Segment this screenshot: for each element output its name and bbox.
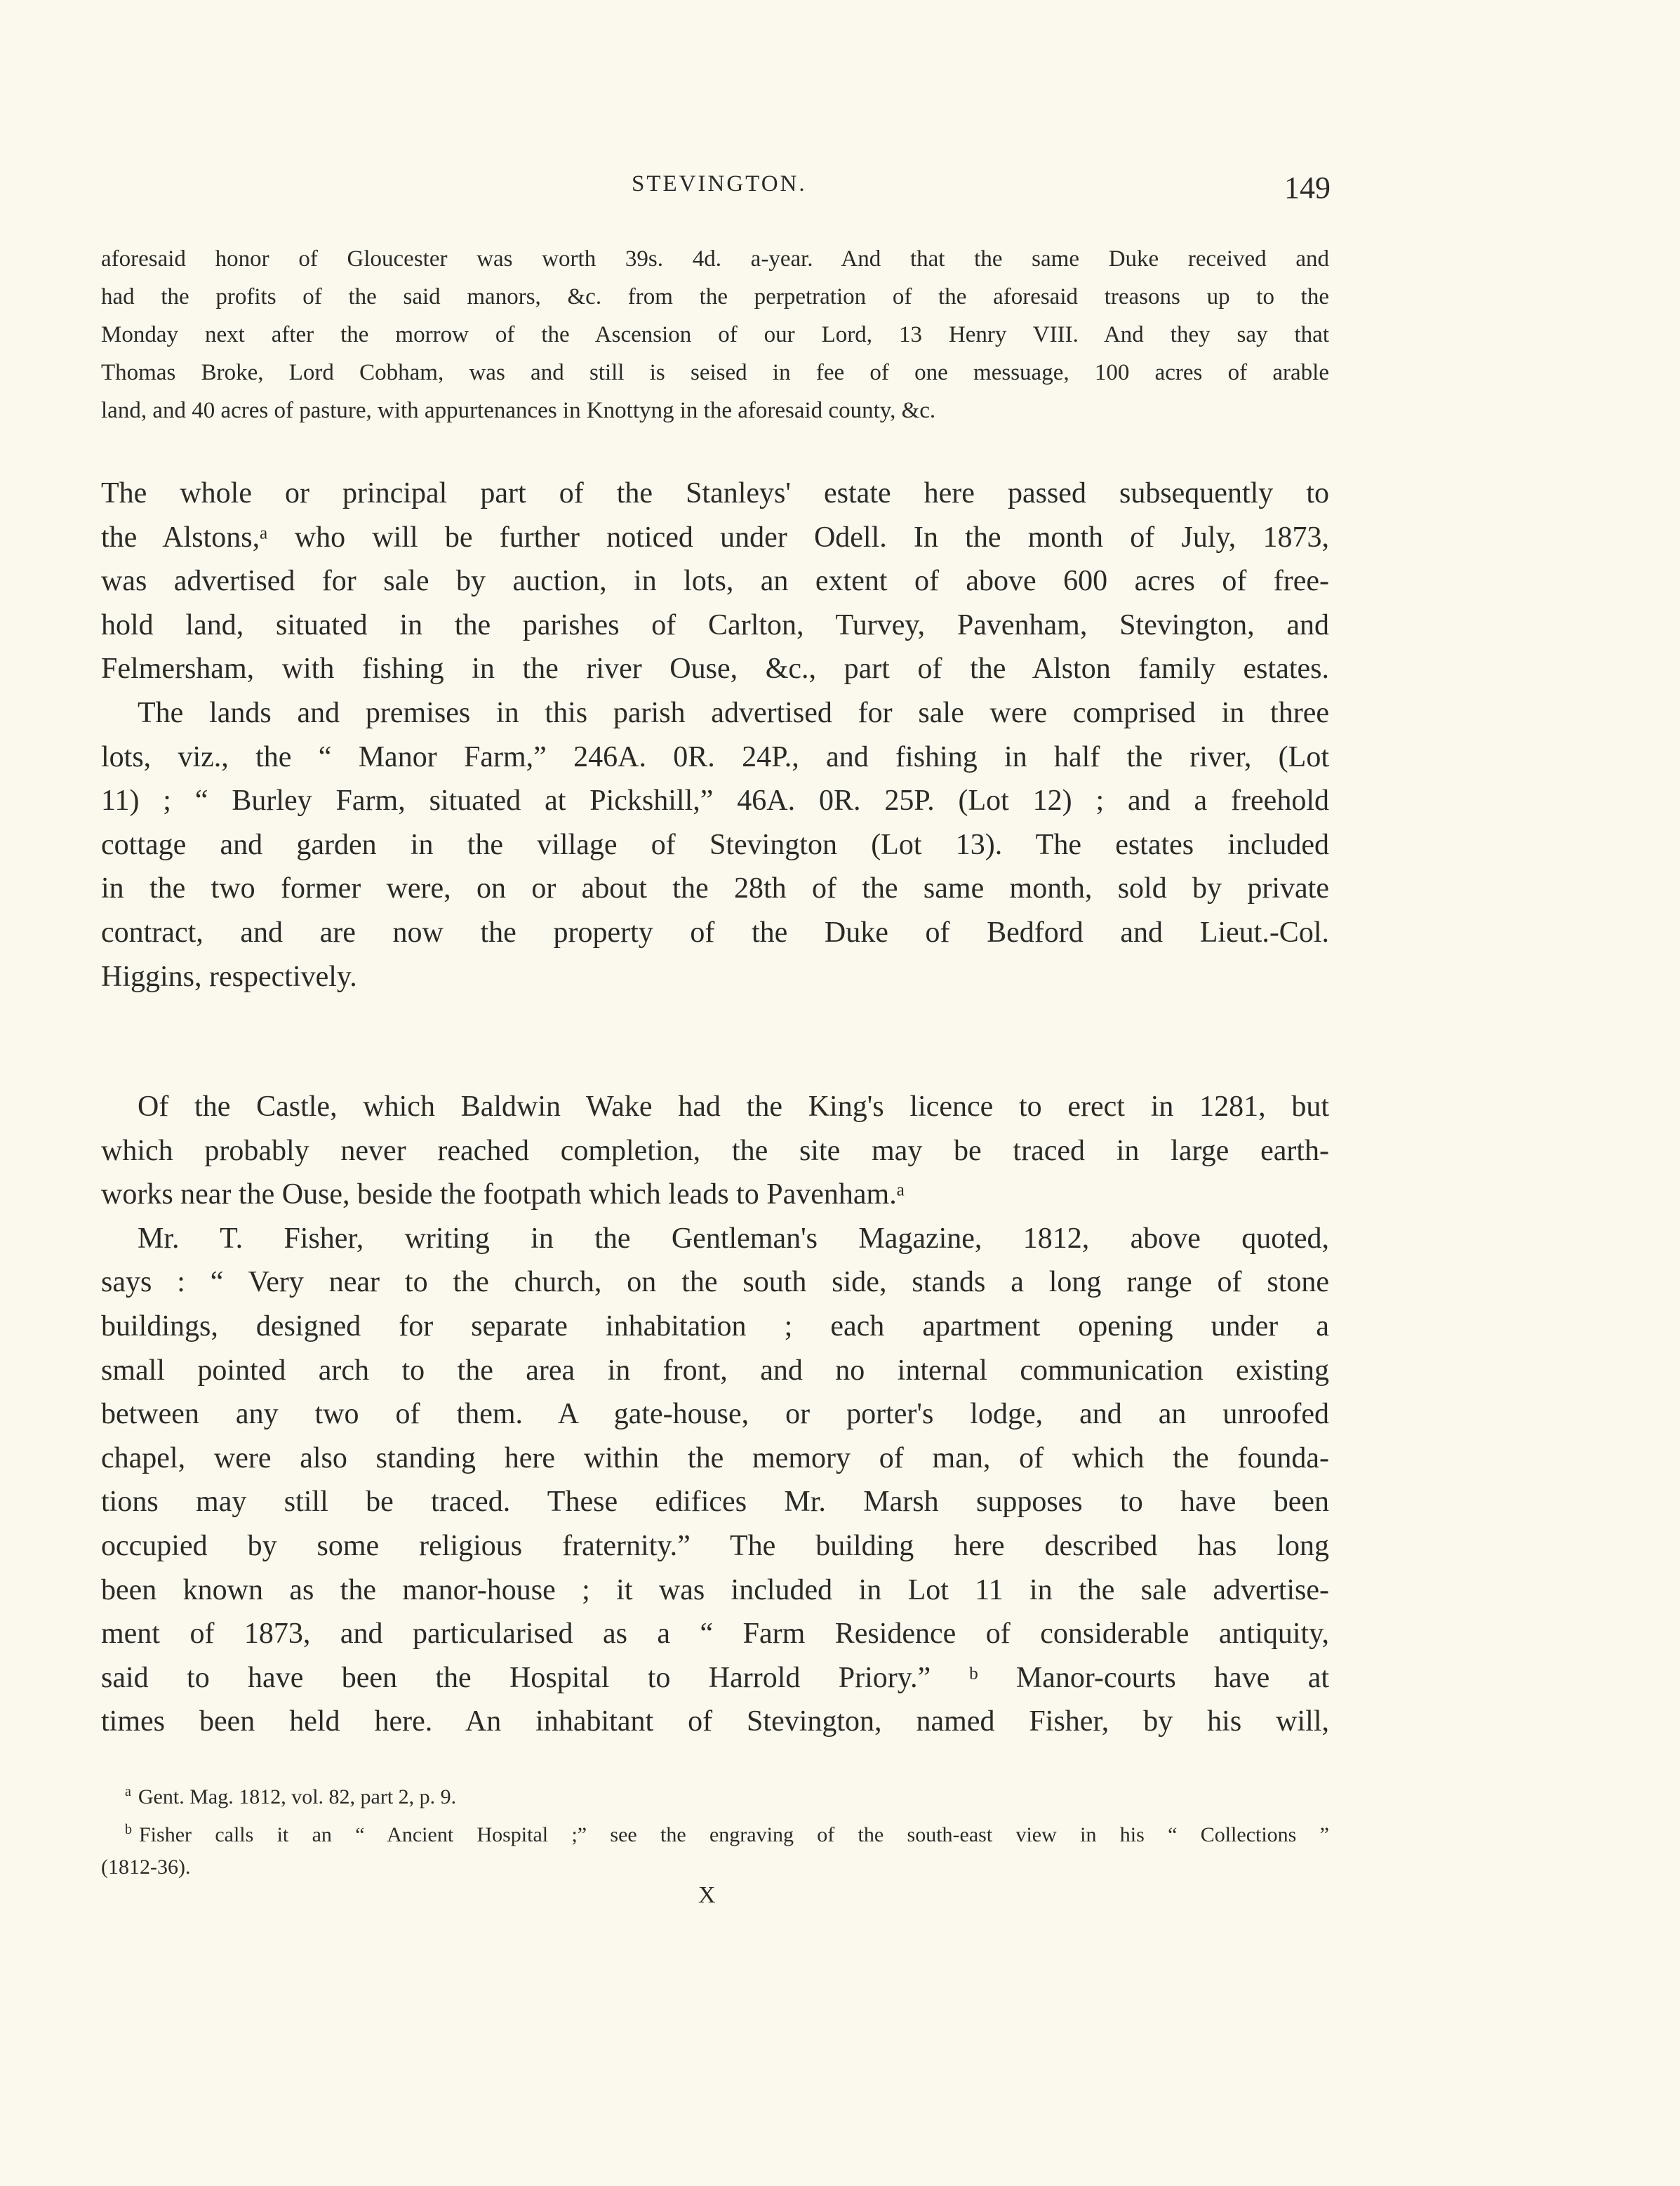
body-line: which probably never reached completion, the site may be traced in large earth- <box>101 1134 1329 1167</box>
body-line: Of the Castle, which Baldwin Wake had the King's licence to erect in 1281, but <box>138 1091 1329 1123</box>
signature-mark: X <box>698 1882 716 1908</box>
footnote-marker: a <box>125 1784 131 1799</box>
body-line: hold land, situated in the parishes of Carlton, Turvey, Pavenham, Stevington, and <box>101 608 1329 641</box>
body-line: times been held here. An inhabitant of Stevington, named Fisher, by his will, <box>101 1705 1329 1738</box>
body-line: said to have been the Hospital to Harrold Priory.” ᵇ Manor-courts have at <box>101 1661 1329 1694</box>
footnote-b <box>101 1813 1329 1851</box>
body-line: buildings, designed for separate inhabitation ; each apartment opening under a <box>101 1309 1329 1342</box>
quote-line: Monday next after the morrow of the Ascension of our Lord, 13 Henry VIII. And they say that <box>101 322 1329 347</box>
running-head <box>0 170 1680 212</box>
body-line: 11) ; “ Burley Farm, situated at Pickshill,” 46A. 0R. 25P. (Lot 12) ; and a freehold <box>101 785 1329 818</box>
quote-line: had the profits of the said manors, &c. from the perpetration of the aforesaid treasons up to the <box>101 284 1329 309</box>
footnote-b-continuation: (1812-36). <box>101 1855 191 1879</box>
footnote-text: Fisher calls it an “ Ancient Hospital ;” see the engraving of the south-east view in his “ Collections ” <box>139 1823 1329 1846</box>
page-number: 149 <box>1284 171 1331 205</box>
body-line: occupied by some religious fraternity.” The building here described has long <box>101 1529 1329 1562</box>
body-line: ment of 1873, and particularised as a “ Farm Residence of considerable antiquity, <box>101 1618 1329 1651</box>
body-line: Higgins, respectively. <box>101 960 357 993</box>
body-line: works near the Ouse, beside the footpath which leads to Pavenham.ᵃ <box>101 1178 905 1211</box>
body-line: tions may still be traced. These edifices Mr. Marsh supposes to have been <box>101 1486 1329 1519</box>
footnote-a <box>101 1775 1329 1813</box>
running-title: STEVINGTON. <box>632 171 807 196</box>
body-line: in the two former were, on or about the 28th of the same month, sold by private <box>101 872 1329 905</box>
body-line: cottage and garden in the village of Stevington (Lot 13). The estates included <box>101 828 1329 861</box>
quote-line: aforesaid honor of Gloucester was worth 39s. 4d. a-year. And that the same Duke received and <box>101 246 1329 272</box>
footnote-marker: b <box>125 1822 132 1837</box>
body-line: says : “ Very near to the church, on the south side, stands a long range of stone <box>101 1266 1329 1299</box>
section-castle <box>101 1085 1329 1744</box>
body-line: was advertised for sale by auction, in lots, an extent of above 600 acres of free- <box>101 565 1329 598</box>
body-line: chapel, were also standing here within the memory of man, of which the founda- <box>101 1441 1329 1474</box>
footnotes <box>101 1775 1329 1884</box>
body-line: Felmersham, with fishing in the river Ouse, &c., part of the Alston family estates. <box>101 653 1329 686</box>
body-line: the Alstons,ᵃ who will be further noticed under Odell. In the month of July, 1873, <box>101 521 1329 554</box>
body-line: Mr. T. Fisher, writing in the Gentleman's Magazine, 1812, above quoted, <box>138 1222 1329 1255</box>
body-line: contract, and are now the property of the Duke of Bedford and Lieut.-Col. <box>101 916 1329 949</box>
body-line: The whole or principal part of the Stanleys' estate here passed subsequently to <box>101 477 1329 509</box>
body-line: small pointed arch to the area in front, and no internal communication existing <box>101 1354 1329 1387</box>
quote-line: land, and 40 acres of pasture, with appurtenances in Knottyng in the aforesaid county, &c. <box>101 398 936 423</box>
body-line: lots, viz., the “ Manor Farm,” 246A. 0R. 24P., and fishing in half the river, (Lot <box>101 740 1329 773</box>
body-line: between any two of them. A gate-house, or porter's lodge, and an unroofed <box>101 1398 1329 1431</box>
quoted-passage <box>101 240 1329 429</box>
footnote-text: Gent. Mag. 1812, vol. 82, part 2, p. 9. <box>138 1785 457 1808</box>
quote-line: Thomas Broke, Lord Cobham, was and still is seised in fee of one messuage, 100 acres of arable <box>101 360 1329 385</box>
body-line: The lands and premises in this parish advertised for sale were comprised in three <box>138 696 1329 729</box>
section-stanley-estate <box>101 472 1329 999</box>
body-line: been known as the manor-house ; it was included in Lot 11 in the sale advertise- <box>101 1573 1329 1606</box>
